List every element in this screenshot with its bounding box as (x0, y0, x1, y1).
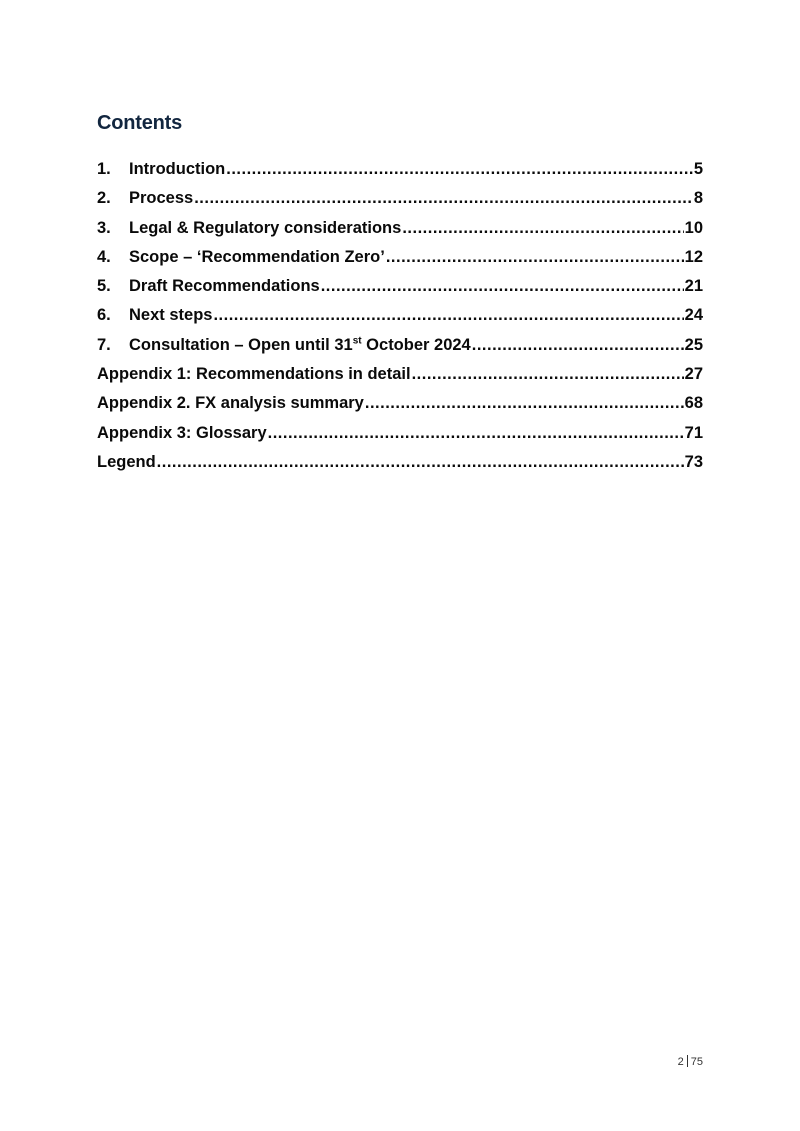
toc-entry-scope[interactable] (97, 248, 703, 277)
toc-entry-appendix-2[interactable] (97, 394, 703, 423)
toc-dot-leader (157, 453, 684, 472)
toc-entry-page: 73 (684, 452, 703, 471)
toc-dot-leader (386, 248, 684, 267)
contents-heading: Contents (97, 112, 183, 134)
toc-entry-page: 24 (684, 306, 703, 325)
toc-entry-consultation[interactable] (97, 336, 703, 365)
toc-entry-number: 7. (97, 335, 111, 354)
toc-entry-title: Appendix 1: Recommendations in detail (97, 365, 411, 384)
toc-entry-page: 27 (684, 365, 703, 384)
toc-entry-page: 21 (684, 277, 703, 296)
toc-entry-page: 68 (684, 394, 703, 413)
toc-entry-legal-regulatory[interactable] (97, 219, 703, 248)
toc-dot-leader (402, 219, 683, 238)
toc-entry-legend[interactable] (97, 453, 703, 482)
table-of-contents (97, 160, 703, 482)
toc-title-part: Consultation – Open until 31 (129, 335, 353, 354)
toc-entry-next-steps[interactable] (97, 306, 703, 335)
toc-entry-number: 2. (97, 189, 111, 208)
toc-entry-number: 5. (97, 277, 111, 296)
toc-entry-title: Process (129, 189, 194, 208)
toc-entry-page: 8 (693, 189, 703, 208)
toc-entry-number: 3. (97, 218, 111, 237)
toc-dot-leader (268, 424, 684, 443)
toc-entry-title: Introduction (129, 160, 226, 178)
ordinal-suffix: st (352, 335, 362, 347)
current-page-number: 2 (677, 1056, 684, 1068)
toc-entry-title: Appendix 3: Glossary (97, 423, 267, 442)
toc-dot-leader (226, 160, 693, 179)
toc-dot-leader (194, 189, 693, 208)
toc-dot-leader (412, 365, 684, 384)
toc-entry-title (129, 336, 471, 355)
toc-entry-title: Scope – ‘Recommendation Zero’ (129, 247, 385, 266)
toc-entry-number: 4. (97, 247, 111, 266)
toc-entry-page: 10 (684, 218, 703, 237)
toc-entry-page: 25 (684, 335, 703, 354)
toc-entry-number: 1. (97, 160, 111, 178)
toc-entry-appendix-3[interactable] (97, 424, 703, 453)
toc-entry-title: Draft Recommendations (129, 277, 320, 296)
toc-dot-leader (365, 394, 684, 413)
toc-entry-title: Legend (97, 452, 156, 471)
toc-entry-title: Next steps (129, 306, 213, 325)
toc-entry-process[interactable] (97, 189, 703, 218)
total-pages: 75 (690, 1056, 703, 1068)
toc-entry-number: 6. (97, 306, 111, 325)
toc-title-part: October 2024 (361, 335, 471, 354)
toc-entry-title: Legal & Regulatory considerations (129, 218, 402, 237)
toc-entry-title: Appendix 2. FX analysis summary (97, 394, 364, 413)
toc-entry-draft-recommendations[interactable] (97, 277, 703, 306)
page-number-footer (678, 1055, 703, 1068)
toc-entry-appendix-1[interactable] (97, 365, 703, 394)
toc-dot-leader (213, 306, 683, 325)
toc-entry-introduction[interactable] (97, 160, 703, 189)
toc-entry-page: 5 (693, 160, 703, 178)
toc-entry-page: 12 (684, 247, 703, 266)
toc-dot-leader (472, 336, 684, 355)
page-separator (687, 1055, 688, 1067)
toc-entry-page: 71 (684, 423, 703, 442)
toc-dot-leader (321, 277, 684, 296)
